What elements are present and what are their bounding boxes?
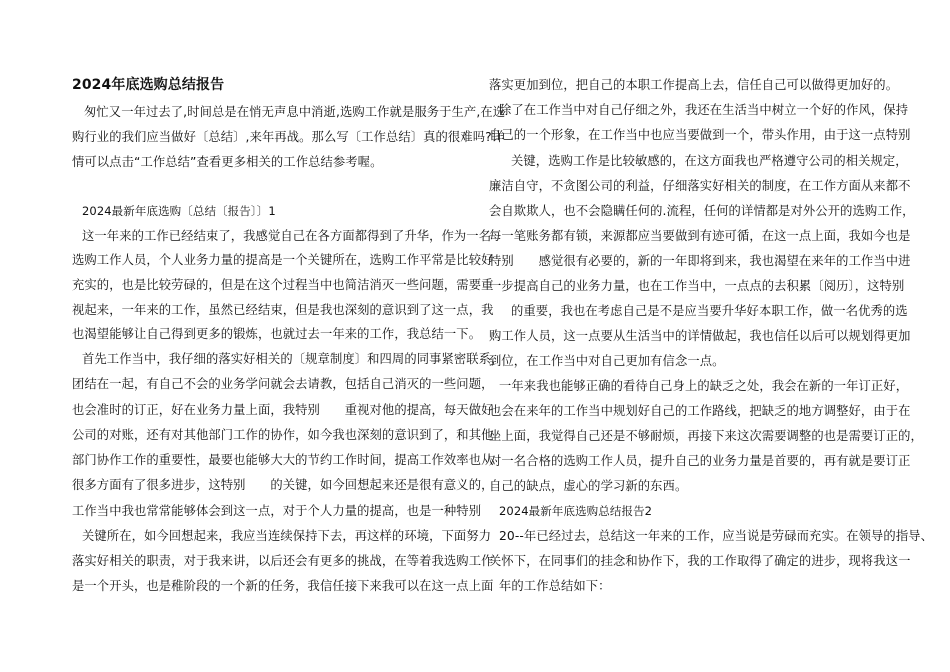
section-heading: 2024最新年底选购〔总结〔报告〕〕1 <box>82 204 276 218</box>
text-line: 关键，选购工作是比较敏感的，在这方面我也严格遵守公司的相关规定， <box>511 154 908 168</box>
text-line: 廉洁自守，不贪图公司的利益，仔细落实好相关的制度，在工作方面从来都不 <box>489 179 911 193</box>
text-line: 落实更加到位，把自己的本职工作提高上去，信任自己可以做得更加好的。 <box>489 78 899 92</box>
text-line: 坐上面，我觉得自己还是不够耐烦，再接下来这次需要调整的也是需要订正的， <box>489 429 923 443</box>
text-line: 匆忙又一年过去了,时间总是在悄无声息中消逝,选购工作就是服务于生产,在选 <box>84 105 506 119</box>
text-line: 的重要，我也在考虑自己是不是应当要升华好本职工作，做一名优秀的选 <box>511 304 908 318</box>
text-line: 一步提高自己的业务力量，也在工作当中，一点点的去积累〔阅历〕，这特别 <box>489 279 905 293</box>
text-line: 购工作人员，这一点要从生活当中的详情做起，我也信任以后可以规划得更加 <box>489 329 911 343</box>
text-line: 每一笔账务都有锁，来源都应当要做到有迹可循，在这一点上面，我如今也是 <box>489 229 911 243</box>
text-line: 20--年已经过去，总结这一年来的工作，应当说是劳碌而充实。在领导的指导、 <box>499 529 934 543</box>
text-line: 工作当中我也常常能够体会到这一点，对于个人力量的提高，也是一种特别 <box>72 504 482 518</box>
text-line: 也会在来年的工作当中规划好自己的工作路线，把缺乏的地方调整好，由于在 <box>489 404 911 418</box>
text-line: 会自欺欺人，也不会隐瞒任何的.流程，任何的详情都是对外公开的选购工作， <box>489 204 915 218</box>
section-heading: 2024最新年底选购总结报告2 <box>499 504 653 518</box>
text-line: 购行业的我们应当做好〔总结〕,来年再战。那么写〔工作总结〕真的很难吗?详 <box>72 130 505 144</box>
text-line: 充实的，也是比较劳碌的，但是在这个过程当中也简洁消灭一些问题，需要重 <box>72 278 494 292</box>
document-title: 2024年底选购总结报告 <box>72 77 225 93</box>
text-line: 是一个开头，也是稚阶段的一个新的任务，我信任接下来我可以在这一点上面 <box>72 579 494 593</box>
text-line: 关键所在，如今回想起来，我应当连续保持下去，再这样的环境，下面努力 <box>82 529 492 543</box>
text-line: 部门协作工作的重要性，最要也能够大大的节约工作时间，提高工作效率也从 <box>72 453 494 467</box>
text-line: 特别 感觉很有必要的，新的一年即将到来，我也渴望在来年的工作当中进 <box>489 254 911 268</box>
text-line: 情可以点击“工作总结”查看更多相关的工作总结参考喔。 <box>72 155 383 169</box>
text-line: 这一年来的工作已经结束了，我感觉自己在各方面都得到了升华，作为一名 <box>82 229 492 243</box>
text-line: 除了在工作当中对自己仔细之外，我还在生活当中树立一个好的作风，保持 <box>499 103 909 117</box>
text-line: 首先工作当中，我仔细的落实好相关的〔规章制度〕和四周的同事紧密联系， <box>82 352 504 366</box>
text-line: 年的工作总结如下： <box>499 579 611 593</box>
text-line: 公司的对账，还有对其他部门工作的协作，如今我也深刻的意识到了，和其他 <box>72 428 494 442</box>
text-line: 团结在一起，有自己不会的业务学问就会去请教，包括自己消灭的一些问题， <box>72 377 494 391</box>
text-line: 一年来我也能够正确的看待自己身上的缺乏之处，我会在新的一年订正好， <box>499 379 909 393</box>
text-line: 到位，在工作当中对自己更加有信念一点。 <box>489 354 725 368</box>
text-line: 很多方面有了很多进步，这特别 的关键，如今回想起来还是很有意义的， <box>72 478 494 492</box>
text-line: 也渴望能够让自己得到更多的锻炼，也就过去一年来的工作，我总结一下。 <box>72 327 482 341</box>
text-line: 关怀下，在同事们的挂念和协作下，我的工作取得了确定的进步，现将我这一 <box>489 554 911 568</box>
text-line: 自己的缺点，虚心的学习新的东西。 <box>489 479 688 493</box>
text-line: 视起来，一年来的工作，虽然已经结束，但是我也深刻的意识到了这一点，我 <box>72 303 494 317</box>
text-line: 对一名合格的选购工作人员，提升自己的业务力量是首要的，再有就是要订正 <box>489 454 911 468</box>
text-line: 自己的一个形象，在工作当中也应当要做到一个，带头作用，由于这一点特别 <box>489 128 911 142</box>
text-line: 也会准时的订正，好在业务力量上面，我特别 重视对他的提高，每天做好 <box>72 403 494 417</box>
text-line: 选购工作人员，个人业务力量的提高是一个关键所在，选购工作平常是比较好 <box>72 253 494 267</box>
text-line: 落实好相关的职责，对于我来讲，以后还会有更多的挑战，在等着我选购工作 <box>72 554 494 568</box>
